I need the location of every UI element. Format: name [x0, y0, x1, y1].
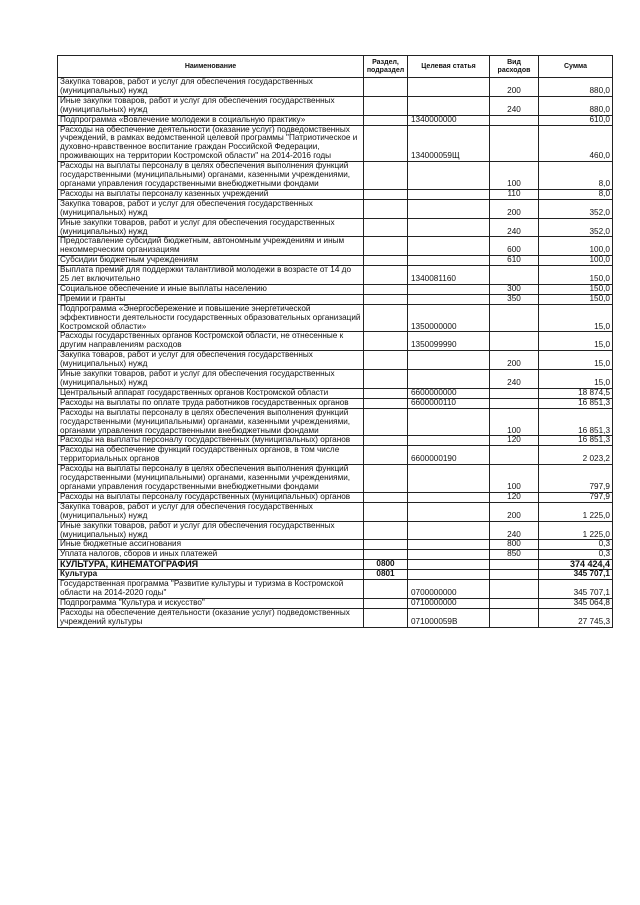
cell-target	[408, 492, 490, 502]
cell-vid: 200	[490, 199, 539, 218]
cell-vid: 100	[490, 465, 539, 493]
cell-target: 6600000110	[408, 398, 490, 408]
cell-vid: 100	[490, 408, 539, 436]
cell-sum: 150,0	[539, 266, 613, 285]
cell-sum: 797,9	[539, 465, 613, 493]
cell-name: Расходы на обеспечение деятельности (оказание услуг) подведомственных учреждений, в рамках ведомственной целевой программы "Патриотическое и духовно-нравственное воспитание граждан Российской Федерации, проживающих на территории Костромской области" на 2014-2016 годы	[58, 125, 364, 162]
cell-vid: 200	[490, 351, 539, 370]
header-razdel: Раздел, подраздел	[364, 56, 408, 78]
cell-name: Иные бюджетные ассигнования	[58, 540, 364, 550]
cell-name: Выплата премий для поддержки талантливой молодежи в возрасте от 14 до 25 лет включительно	[58, 266, 364, 285]
table-row	[58, 370, 613, 389]
cell-vid	[490, 388, 539, 398]
cell-target	[408, 550, 490, 560]
cell-sum: 352,0	[539, 199, 613, 218]
cell-name: Расходы на выплаты по оплате труда работников государственных органов	[58, 398, 364, 408]
cell-vid	[490, 580, 539, 599]
cell-vid: 120	[490, 492, 539, 502]
cell-target: 1350000000	[408, 304, 490, 332]
cell-razdel: 0801	[364, 570, 408, 580]
cell-sum: 0,3	[539, 540, 613, 550]
cell-target: 1340081160	[408, 266, 490, 285]
cell-razdel	[364, 492, 408, 502]
cell-vid	[490, 125, 539, 162]
cell-target: 0710000000	[408, 598, 490, 608]
cell-target	[408, 351, 490, 370]
cell-sum: 150,0	[539, 294, 613, 304]
cell-razdel	[364, 446, 408, 465]
cell-name: Закупка товаров, работ и услуг для обеспечения государственных (муниципальных) нужд	[58, 199, 364, 218]
cell-sum: 16 851,3	[539, 436, 613, 446]
cell-sum: 880,0	[539, 96, 613, 115]
cell-vid: 350	[490, 294, 539, 304]
table-row	[58, 125, 613, 162]
cell-sum: 150,0	[539, 284, 613, 294]
cell-vid: 240	[490, 218, 539, 237]
cell-razdel	[364, 598, 408, 608]
cell-sum: 345 707,1	[539, 570, 613, 580]
cell-name: Расходы на выплаты персоналу в целях обеспечения выполнения функций государственными (муниципальными) органами, казенными учреждениями, органами управления государственными внебюджетными фондами	[58, 408, 364, 436]
cell-name: Расходы на выплаты персоналу в целях обеспечения выполнения функций государственными (муниципальными) органами, казенными учреждениями, органами управления государственными внебюджетными фондами	[58, 162, 364, 190]
cell-razdel	[364, 332, 408, 351]
cell-sum: 352,0	[539, 218, 613, 237]
table-row	[58, 256, 613, 266]
cell-vid	[490, 398, 539, 408]
cell-target	[408, 218, 490, 237]
cell-target: 6600000000	[408, 388, 490, 398]
cell-target	[408, 78, 490, 97]
cell-vid: 300	[490, 284, 539, 294]
cell-vid: 200	[490, 502, 539, 521]
cell-sum: 374 424,4	[539, 560, 613, 570]
cell-name: Закупка товаров, работ и услуг для обеспечения государственных (муниципальных) нужд	[58, 351, 364, 370]
table-row	[58, 436, 613, 446]
cell-name: КУЛЬТУРА, КИНЕМАТОГРАФИЯ	[58, 560, 364, 570]
header-target: Целевая статья	[408, 56, 490, 78]
cell-name: Расходы на выплаты персоналу в целях обеспечения выполнения функций государственными (муниципальными) органами, казенными учреждениями, органами управления государственными внебюджетными фондами	[58, 465, 364, 493]
cell-name: Предоставление субсидий бюджетным, автономным учреждениям и иным некоммерческим организациям	[58, 237, 364, 256]
budget-document	[57, 55, 612, 628]
cell-name: Закупка товаров, работ и услуг для обеспечения государственных (муниципальных) нужд	[58, 502, 364, 521]
cell-target: 134000059Щ	[408, 125, 490, 162]
cell-sum: 16 851,3	[539, 398, 613, 408]
cell-vid: 100	[490, 162, 539, 190]
cell-name: Иные закупки товаров, работ и услуг для обеспечения государственных (муниципальных) нужд	[58, 96, 364, 115]
cell-razdel	[364, 351, 408, 370]
cell-razdel	[364, 284, 408, 294]
table-row	[58, 502, 613, 521]
table-row	[58, 199, 613, 218]
table-row	[58, 446, 613, 465]
cell-sum: 1 225,0	[539, 521, 613, 540]
cell-target	[408, 570, 490, 580]
cell-sum: 100,0	[539, 237, 613, 256]
cell-target	[408, 408, 490, 436]
table-row	[58, 521, 613, 540]
cell-target	[408, 189, 490, 199]
cell-razdel	[364, 580, 408, 599]
cell-name: Субсидии бюджетным учреждениям	[58, 256, 364, 266]
cell-vid	[490, 598, 539, 608]
cell-name: Расходы на выплаты персоналу государственных (муниципальных) органов	[58, 436, 364, 446]
budget-table	[57, 55, 613, 628]
cell-razdel	[364, 199, 408, 218]
cell-name: Подпрограмма «Энергосбережение и повышение энергетической эффективности деятельности государственных образовательных организаций Костромской области»	[58, 304, 364, 332]
cell-vid: 200	[490, 78, 539, 97]
cell-target: 071000059В	[408, 608, 490, 627]
cell-name: Подпрограмма "Культура и искусство"	[58, 598, 364, 608]
cell-target: 0700000000	[408, 580, 490, 599]
cell-vid	[490, 560, 539, 570]
cell-target: 1350099990	[408, 332, 490, 351]
cell-razdel	[364, 550, 408, 560]
cell-vid: 110	[490, 189, 539, 199]
cell-name: Премии и гранты	[58, 294, 364, 304]
cell-vid: 610	[490, 256, 539, 266]
table-row	[58, 540, 613, 550]
cell-sum: 345 064,8	[539, 598, 613, 608]
table-row	[58, 492, 613, 502]
table-row	[58, 398, 613, 408]
cell-name: Расходы на выплаты персоналу государственных (муниципальных) органов	[58, 492, 364, 502]
cell-razdel: 0800	[364, 560, 408, 570]
cell-target	[408, 465, 490, 493]
cell-vid	[490, 446, 539, 465]
table-row	[58, 332, 613, 351]
cell-target	[408, 256, 490, 266]
cell-sum: 8,0	[539, 189, 613, 199]
cell-sum: 610,0	[539, 115, 613, 125]
cell-target	[408, 560, 490, 570]
cell-target	[408, 284, 490, 294]
cell-vid: 800	[490, 540, 539, 550]
cell-vid: 120	[490, 436, 539, 446]
table-header-row	[58, 56, 613, 78]
header-vid: Вид расходов	[490, 56, 539, 78]
cell-razdel	[364, 237, 408, 256]
cell-vid	[490, 266, 539, 285]
table-row	[58, 570, 613, 580]
cell-razdel	[364, 78, 408, 97]
table-row	[58, 388, 613, 398]
cell-sum: 8,0	[539, 162, 613, 190]
table-row	[58, 550, 613, 560]
cell-razdel	[364, 218, 408, 237]
cell-target: 6600000190	[408, 446, 490, 465]
cell-name: Культура	[58, 570, 364, 580]
table-row	[58, 608, 613, 627]
cell-vid: 600	[490, 237, 539, 256]
table-row	[58, 162, 613, 190]
cell-razdel	[364, 189, 408, 199]
table-row	[58, 237, 613, 256]
cell-name: Закупка товаров, работ и услуг для обеспечения государственных (муниципальных) нужд	[58, 78, 364, 97]
cell-name: Уплата налогов, сборов и иных платежей	[58, 550, 364, 560]
cell-razdel	[364, 408, 408, 436]
cell-name: Социальное обеспечение и иные выплаты населению	[58, 284, 364, 294]
cell-razdel	[364, 398, 408, 408]
cell-razdel	[364, 521, 408, 540]
cell-sum: 15,0	[539, 351, 613, 370]
cell-sum: 16 851,3	[539, 408, 613, 436]
cell-sum: 880,0	[539, 78, 613, 97]
cell-sum: 15,0	[539, 304, 613, 332]
header-name: Наименование	[58, 56, 364, 78]
table-row	[58, 115, 613, 125]
cell-target: 1340000000	[408, 115, 490, 125]
cell-vid: 240	[490, 370, 539, 389]
cell-name: Расходы на обеспечение деятельности (оказание услуг) подведомственных учреждений культуры	[58, 608, 364, 627]
cell-razdel	[364, 162, 408, 190]
cell-vid: 240	[490, 521, 539, 540]
cell-name: Иные закупки товаров, работ и услуг для обеспечения государственных (муниципальных) нужд	[58, 521, 364, 540]
cell-name: Расходы на выплаты персоналу казенных учреждений	[58, 189, 364, 199]
table-row	[58, 351, 613, 370]
table-row	[58, 78, 613, 97]
cell-sum: 100,0	[539, 256, 613, 266]
table-row	[58, 284, 613, 294]
cell-razdel	[364, 115, 408, 125]
cell-target	[408, 540, 490, 550]
cell-vid	[490, 570, 539, 580]
cell-razdel	[364, 96, 408, 115]
table-row	[58, 580, 613, 599]
cell-razdel	[364, 608, 408, 627]
table-row	[58, 598, 613, 608]
cell-name: Государственная программа "Развитие культуры и туризма в Костромской области на 2014-2020 годы"	[58, 580, 364, 599]
cell-razdel	[364, 125, 408, 162]
cell-target	[408, 521, 490, 540]
table-row	[58, 408, 613, 436]
table-row	[58, 96, 613, 115]
cell-target	[408, 294, 490, 304]
cell-vid	[490, 332, 539, 351]
cell-razdel	[364, 388, 408, 398]
table-row	[58, 560, 613, 570]
cell-name: Расходы на обеспечение функций государственных органов, в том числе территориальных органов	[58, 446, 364, 465]
table-row	[58, 189, 613, 199]
cell-name: Иные закупки товаров, работ и услуг для обеспечения государственных (муниципальных) нужд	[58, 370, 364, 389]
cell-razdel	[364, 256, 408, 266]
cell-target	[408, 162, 490, 190]
table-row	[58, 304, 613, 332]
cell-name: Центральный аппарат государственных органов Костромской области	[58, 388, 364, 398]
table-row	[58, 266, 613, 285]
cell-target	[408, 370, 490, 389]
cell-sum: 27 745,3	[539, 608, 613, 627]
cell-sum: 460,0	[539, 125, 613, 162]
cell-target	[408, 237, 490, 256]
cell-razdel	[364, 304, 408, 332]
cell-sum: 2 023,2	[539, 446, 613, 465]
cell-vid	[490, 304, 539, 332]
header-sum: Сумма	[539, 56, 613, 78]
cell-sum: 15,0	[539, 332, 613, 351]
cell-name: Расходы государственных органов Костромской области, не отнесенные к другим направлениям расходов	[58, 332, 364, 351]
cell-sum: 15,0	[539, 370, 613, 389]
cell-sum: 18 874,5	[539, 388, 613, 398]
cell-target	[408, 96, 490, 115]
cell-vid	[490, 608, 539, 627]
cell-razdel	[364, 502, 408, 521]
cell-vid: 240	[490, 96, 539, 115]
table-row	[58, 465, 613, 493]
cell-razdel	[364, 370, 408, 389]
cell-vid	[490, 115, 539, 125]
table-row	[58, 218, 613, 237]
cell-sum: 1 225,0	[539, 502, 613, 521]
cell-name: Иные закупки товаров, работ и услуг для обеспечения государственных (муниципальных) нужд	[58, 218, 364, 237]
cell-name: Подпрограмма «Вовлечение молодежи в социальную практику»	[58, 115, 364, 125]
cell-vid: 850	[490, 550, 539, 560]
cell-sum: 797,9	[539, 492, 613, 502]
table-row	[58, 294, 613, 304]
cell-razdel	[364, 540, 408, 550]
cell-razdel	[364, 436, 408, 446]
cell-razdel	[364, 465, 408, 493]
cell-target	[408, 502, 490, 521]
cell-razdel	[364, 294, 408, 304]
table-body	[58, 78, 613, 628]
cell-target	[408, 199, 490, 218]
cell-target	[408, 436, 490, 446]
cell-sum: 345 707,1	[539, 580, 613, 599]
cell-razdel	[364, 266, 408, 285]
cell-sum: 0,3	[539, 550, 613, 560]
